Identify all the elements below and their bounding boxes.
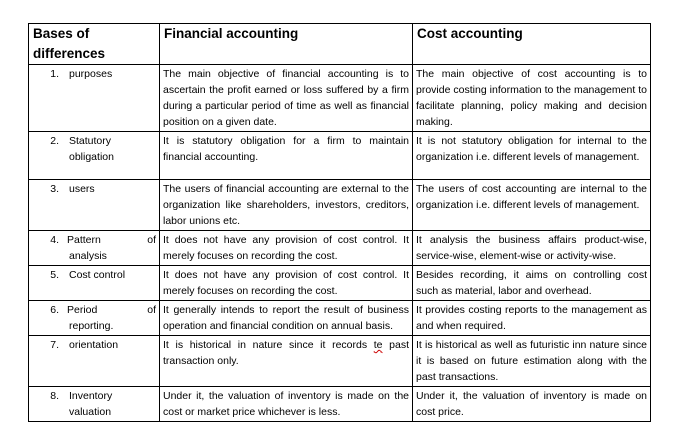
cost-cell: The users of cost accounting are internal to the organization i.e. different levels of management. — [413, 180, 651, 231]
basis-label: users — [69, 183, 95, 195]
cost-cell: It is not statutory obligation for internal to the organization i.e. different levels of management. — [413, 132, 651, 180]
header-basis: Bases of differences — [29, 24, 160, 65]
table-row — [29, 132, 651, 180]
basis-label: Inventory — [69, 390, 113, 402]
basis-label: purposes — [69, 68, 113, 80]
financial-cell: Under it, the valuation of inventory is made on the cost or market price whichever is less. — [160, 387, 413, 422]
basis-cell — [29, 301, 160, 336]
comparison-table-container — [28, 23, 650, 422]
basis-label-word: of — [147, 304, 156, 316]
financial-cell: It generally intends to report the result of business operation and financial condition on annual basis. — [160, 301, 413, 336]
cost-cell: Besides recording, it aims on controlling cost such as material, labor and overhead. — [413, 266, 651, 301]
financial-cell: It is statutory obligation for a firm to maintain financial accounting. — [160, 132, 413, 180]
financial-cell: It does not have any provision of cost control. It merely focuses on recording the cost. — [160, 231, 413, 266]
row-number: 1. — [50, 68, 59, 80]
cost-cell: It is historical as well as futuristic inn nature since it is based on future estimation along with the past transactions. — [413, 336, 651, 387]
basis-cell — [29, 266, 160, 301]
row-number: 8. — [50, 390, 59, 402]
basis-label: valuation — [69, 406, 112, 418]
row-number: 5. — [50, 269, 59, 281]
row-number: 3. — [50, 183, 59, 195]
financial-text-pre: It is historical in nature since it records — [163, 339, 374, 351]
cost-cell: Under it, the valuation of inventory is made on cost price. — [413, 387, 651, 422]
financial-cell: The users of financial accounting are external to the organization like shareholders, investors, creditors, labor unions etc. — [160, 180, 413, 231]
table-row — [29, 301, 651, 336]
table-row — [29, 231, 651, 266]
basis-label — [67, 302, 156, 318]
basis-label-word: Pattern — [67, 234, 101, 246]
basis-label: Cost control — [69, 269, 126, 281]
basis-cell — [29, 132, 160, 180]
row-number: 6. — [50, 304, 59, 316]
table-row — [29, 336, 651, 387]
header-row — [29, 24, 651, 65]
row-number: 2. — [50, 135, 59, 147]
comparison-table — [28, 23, 651, 422]
table-row — [29, 180, 651, 231]
row-number: 4. — [50, 234, 59, 246]
cost-cell: It provides costing reports to the management as and when required. — [413, 301, 651, 336]
basis-label: obligation — [69, 151, 114, 163]
financial-cell: The main objective of financial accounting is to ascertain the profit earned or loss suffered by a firm during a particular period of time as well as financial position on a given date. — [160, 65, 413, 132]
basis-label-word: of — [147, 234, 156, 246]
financial-cell — [160, 336, 413, 387]
header-financial: Financial accounting — [160, 24, 413, 65]
basis-label: reporting. — [69, 320, 114, 332]
header-cost: Cost accounting — [413, 24, 651, 65]
table-row — [29, 266, 651, 301]
typo-word: te — [373, 339, 383, 351]
financial-cell: It does not have any provision of cost control. It merely focuses on recording the cost. — [160, 266, 413, 301]
cost-cell: The main objective of cost accounting is to provide costing information to the management to facilitate planning, policy making and decision making. — [413, 65, 651, 132]
cost-cell: It analysis the business affairs product-wise, service-wise, element-wise or activity-wise. — [413, 231, 651, 266]
row-number: 7. — [50, 339, 59, 351]
basis-label-word: Period — [67, 304, 98, 316]
basis-cell — [29, 231, 160, 266]
basis-cell — [29, 387, 160, 422]
financial-text-post: past transaction only. — [163, 339, 410, 367]
table-row — [29, 387, 651, 422]
basis-cell — [29, 180, 160, 231]
basis-label: Statutory — [69, 135, 112, 147]
basis-cell — [29, 65, 160, 132]
table-row — [29, 65, 651, 132]
basis-label — [67, 232, 156, 248]
basis-label: orientation — [69, 339, 119, 351]
basis-cell — [29, 336, 160, 387]
basis-label: analysis — [69, 250, 107, 262]
